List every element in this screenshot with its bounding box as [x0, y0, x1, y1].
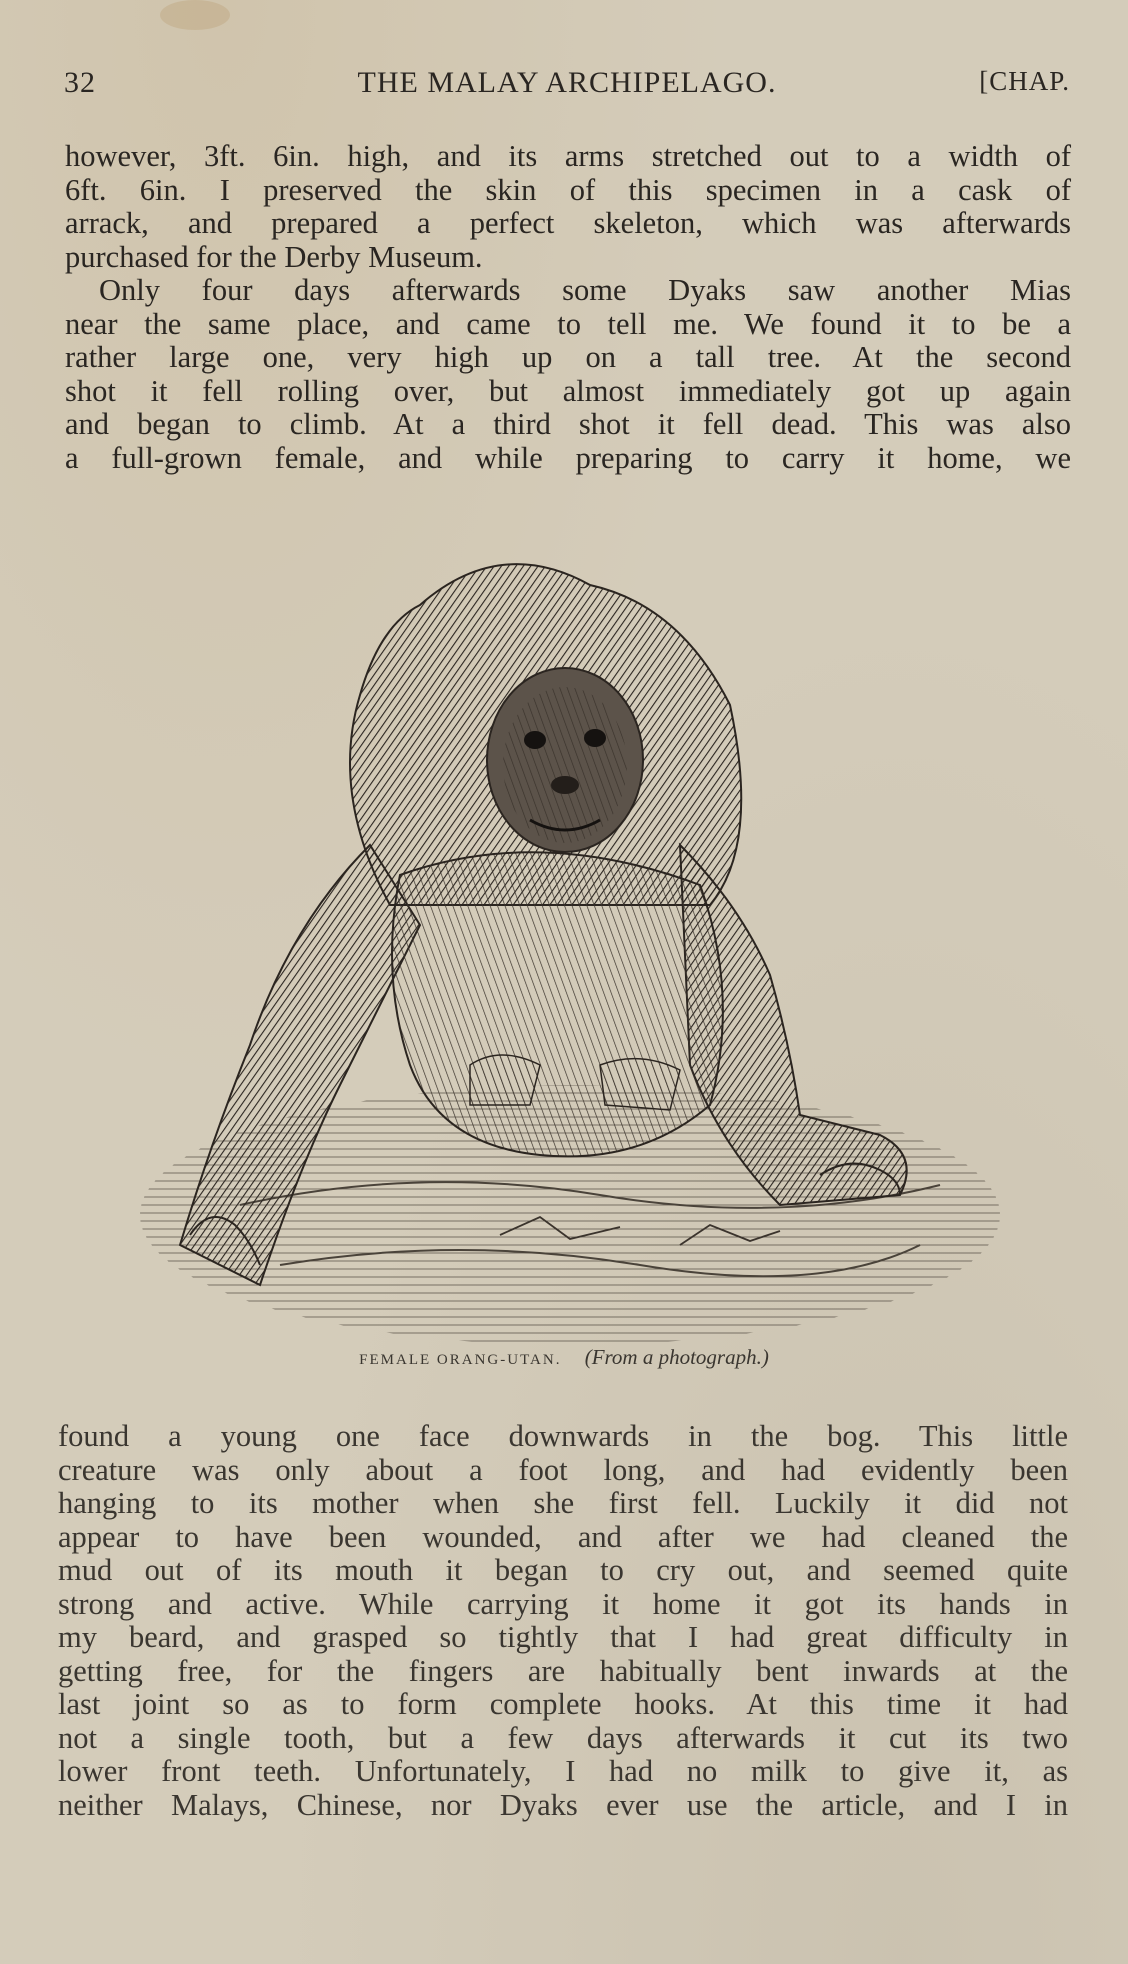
caption-label: FEMALE ORANG-UTAN.	[359, 1352, 562, 1368]
text-line: purchased for the Derby Museum.	[65, 239, 483, 274]
text-line: a full-grown female, and while preparing to carry it home, we	[65, 440, 1071, 475]
caption-credit: (From a photograph.)	[584, 1345, 769, 1369]
orangutan-engraving	[120, 545, 1020, 1345]
text-line: rather large one, very high up on a tall tree. At the second	[65, 340, 1071, 374]
text-line: creature was only about a foot long, and had evidently been	[58, 1452, 1068, 1487]
text-line: shot it fell rolling over, but almost immediately got up again	[65, 373, 1071, 408]
text-line: neither Malays, Chinese, nor Dyaks ever use the article, and I in	[58, 1787, 1068, 1822]
running-title: THE MALAY ARCHIPELAGO.	[357, 66, 777, 99]
text-line: getting free, for the fingers are habitually bent inwards at the	[58, 1653, 1068, 1688]
text-line: appear to have been wounded, and after we had cleaned the	[58, 1519, 1068, 1554]
text-line: found a young one face downwards in the bog. This little	[58, 1419, 1068, 1453]
page-number: 32	[64, 66, 96, 99]
text-line: and began to climb. At a third shot it fell dead. This was also	[65, 407, 1071, 441]
text-block-top	[65, 140, 1071, 475]
text-line: lower front teeth. Unfortunately, I had no milk to give it, as	[58, 1754, 1068, 1788]
text-line: near the same place, and came to tell me. We found it to be a	[65, 306, 1071, 341]
chapter-mark: [CHAP.	[979, 66, 1070, 96]
text-line: strong and active. While carrying it home it got its hands in	[58, 1586, 1068, 1621]
text-line: 6ft. 6in. I preserved the skin of this specimen in a cask of	[65, 172, 1071, 207]
text-block-bottom	[58, 1420, 1068, 1822]
text-line: hanging to its mother when she first fell. Luckily it did not	[58, 1486, 1068, 1520]
figure-caption	[0, 1345, 1128, 1370]
text-line: arrack, and prepared a perfect skeleton, which was afterwards	[65, 206, 1071, 240]
paper-stain	[160, 0, 230, 30]
text-line: last joint so as to form complete hooks. At this time it had	[58, 1687, 1068, 1721]
text-line: Only four days afterwards some Dyaks saw another Mias	[99, 273, 1071, 307]
text-line: not a single tooth, but a few days afterwards it cut its two	[58, 1720, 1068, 1755]
page-header	[64, 66, 1070, 106]
text-line: however, 3ft. 6in. high, and its arms stretched out to a width of	[65, 139, 1071, 173]
text-line: mud out of its mouth it began to cry out, and seemed quite	[58, 1553, 1068, 1587]
text-line: my beard, and grasped so tightly that I had great difficulty in	[58, 1620, 1068, 1654]
